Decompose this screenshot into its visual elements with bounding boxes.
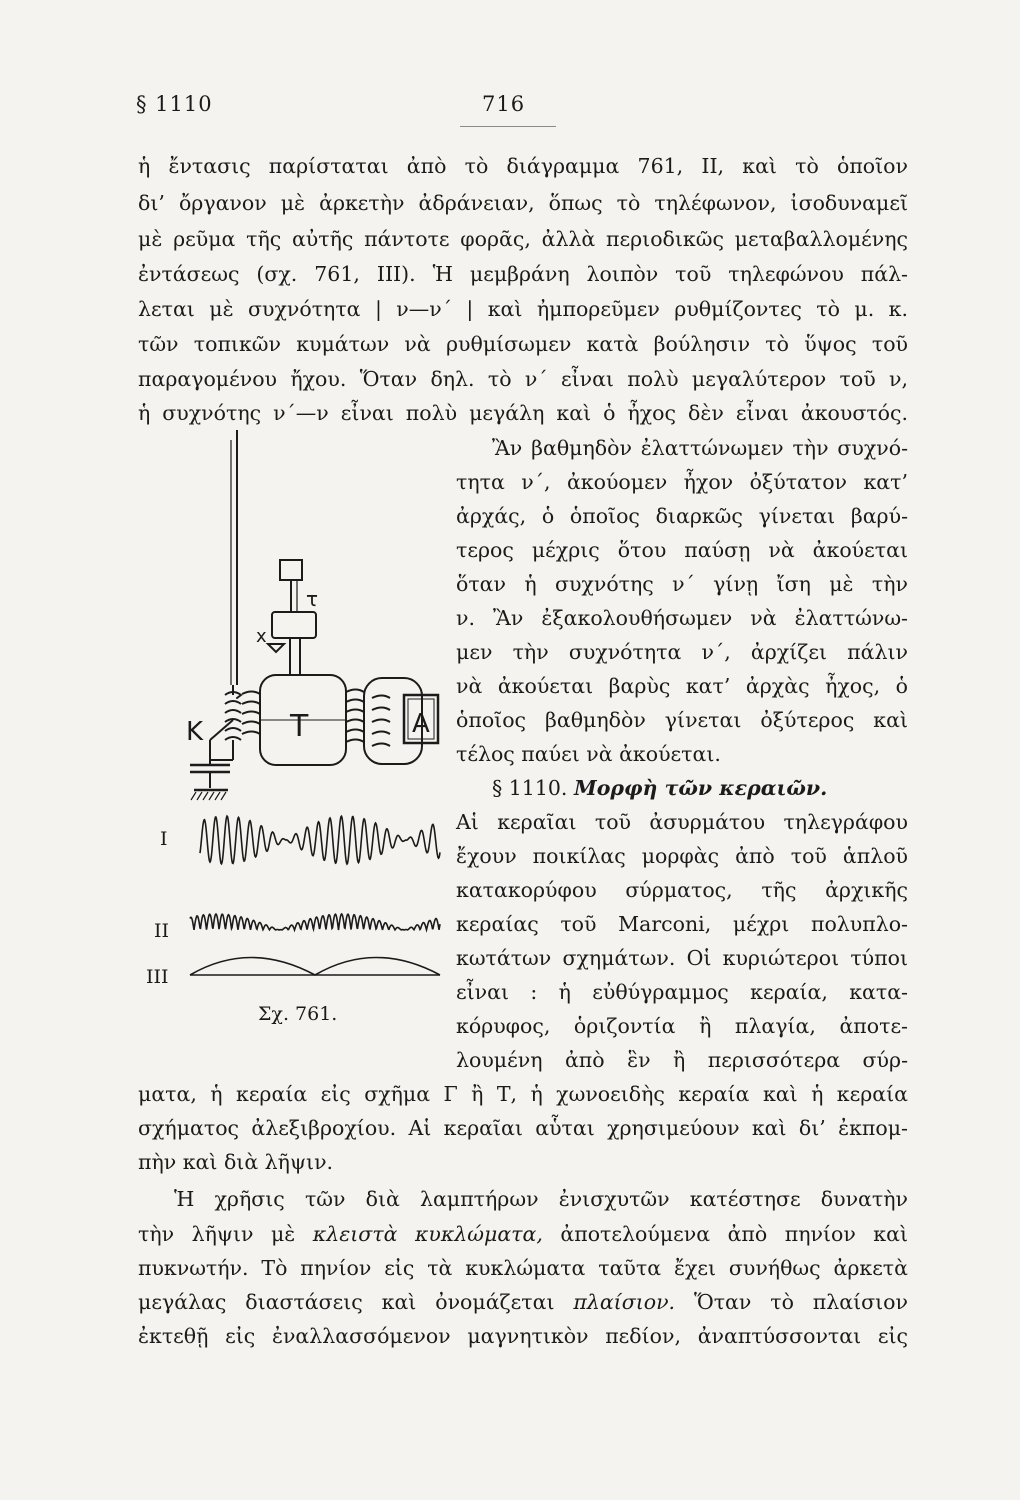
text-segment: τὴν λῆψιν μὲ xyxy=(138,1222,313,1246)
crystal-cup xyxy=(268,644,284,652)
ground-hatching xyxy=(191,792,226,800)
text-line: ἐντάσεως (σχ. 761, III). Ἡ μεμβράνη λοιπὸν τοῦ τηλεφώνου πάλ- xyxy=(138,262,908,286)
text-line: Αἱ κεραῖαι τοῦ ἀσυρμάτου τηλεγράφου xyxy=(456,810,908,834)
waveform-III xyxy=(190,958,440,976)
label-T: T xyxy=(290,709,309,744)
text-line: τέλος παύει νὰ ἀκούεται. xyxy=(456,742,721,766)
text-line: ὁποῖος βαθμηδὸν γίνεται ὀξύτερος καὶ xyxy=(456,708,908,732)
text-line: ματα, ἡ κεραία εἰς σχῆμα Γ ἢ Τ, ἡ χωνοειδὴς κεραία καὶ ἡ κεραία xyxy=(138,1082,908,1106)
graph-label-II: II xyxy=(154,920,170,942)
text-line: πὴν καὶ διὰ λῆψιν. xyxy=(138,1150,334,1174)
text-line: κεραίας τοῦ Marconi, μέχρι πολυπλο- xyxy=(456,912,908,936)
text-line xyxy=(138,1221,908,1247)
section-number: § 1110 xyxy=(136,92,213,116)
text-line: λεται μὲ συχνότητα | ν—ν΄ | καὶ ἠμπορεῦμεν ρυθμίζοντες τὸ μ. κ. xyxy=(138,297,908,321)
detector-body xyxy=(272,612,316,638)
text-line: κωτάτων σχημάτων. Οἱ κυριώτεροι τύποι xyxy=(456,946,908,970)
text-line: μὲ ρεῦμα τῆς αὐτῆς πάντοτε φορᾶς, ἀλλὰ περιοδικῶς μεταβαλλομένης xyxy=(138,227,908,251)
label-A: A xyxy=(412,709,430,739)
section-heading-title: Μορφὴ τῶν κεραιῶν. xyxy=(574,776,828,800)
text-line: νὰ ἀκούεται βαρὺς κατ’ ἀρχὰς ἦχος, ὁ xyxy=(456,674,908,698)
telephone-winding xyxy=(372,696,390,747)
text-line: ἡ συχνότης ν΄—ν εἶναι πολὺ μεγάλη καὶ ὁ ἦχος δὲν εἶναι ἀκουστός. xyxy=(138,401,908,425)
text-line: τερος μέχρις ὅτου παύσῃ νὰ ἀκούεται xyxy=(456,538,908,562)
text-line: ἡ ἔντασις παρίσταται ἀπὸ τὸ διάγραμμα 761, II, καὶ τὸ ὁποῖον xyxy=(138,154,908,178)
text-segment: Ὅταν τὸ πλαίσιον xyxy=(675,1290,908,1314)
secondary-coil xyxy=(346,690,364,743)
text-line: κόρυφος, ὁριζοντία ἢ πλαγία, ἀποτε- xyxy=(456,1014,908,1038)
text-segment: ἀποτελούμενα ἀπὸ πηνίον καὶ xyxy=(542,1222,909,1246)
figure-caption: Σχ. 761. xyxy=(258,1003,338,1025)
graph-label-III: III xyxy=(146,966,169,988)
italic-term: πλαίσιον. xyxy=(573,1290,676,1314)
detector-holder xyxy=(280,560,302,580)
text-line xyxy=(138,1289,908,1315)
label-x: x xyxy=(256,626,267,647)
graph-label-I: I xyxy=(160,828,168,850)
text-line: δι’ ὄργανον μὲ ἀρκετὴν ἀδράνειαν, ὅπως τὸ τηλέφωνον, ἰσοδυναμεῖ xyxy=(138,191,908,215)
header-rule xyxy=(460,126,556,127)
waveform-I xyxy=(200,816,440,864)
text-line: ν. Ἂν ἐξακολουθήσωμεν νὰ ἐλαττώνω- xyxy=(456,606,908,630)
text-line: ἔχουν ποικίλας μορφὰς ἀπὸ τοῦ ἁπλοῦ xyxy=(456,844,908,868)
waveform-II xyxy=(190,914,440,930)
text-line: πυκνωτήν. Τὸ πηνίον εἰς τὰ κυκλώματα ταῦτα ἔχει συνήθως ἀρκετὰ xyxy=(138,1256,908,1280)
page-number: 716 xyxy=(482,92,526,116)
text-line: τητα ν΄, ἀκούομεν ἦχον ὀξύτατον κατ’ xyxy=(456,470,908,494)
text-line: Ἂν βαθμηδὸν ἐλαττώνωμεν τὴν συχνό- xyxy=(492,436,908,460)
primary-coil xyxy=(242,692,260,735)
text-line: μεν τὴν συχνότητα ν΄, ἀρχίζει πάλιν xyxy=(456,640,908,664)
text-line: σχήματος ἀλεξιβροχίου. Αἱ κεραῖαι αὗται χρησιμεύουν καὶ δι’ ἐκπομ- xyxy=(138,1116,908,1140)
label-tau: τ xyxy=(306,587,319,611)
label-K: K xyxy=(186,717,204,747)
text-line: παραγομένου ἤχου. Ὅταν δηλ. τὸ ν΄ εἶναι πολὺ μεγαλύτερον τοῦ ν, xyxy=(138,367,908,391)
text-line: Ἡ χρῆσις τῶν διὰ λαμπτήρων ἐνισχυτῶν κατέστησε δυνατὴν xyxy=(174,1187,908,1211)
figure-761-circuit-diagram xyxy=(150,420,450,1000)
section-heading xyxy=(456,775,908,801)
text-line: λουμένη ἀπὸ ἓν ἢ περισσότερα σύρ- xyxy=(456,1048,908,1072)
text-line: ἀρχάς, ὁ ὁποῖος διαρκῶς γίνεται βαρύ- xyxy=(456,504,908,528)
text-line: κατακορύφου σύρματος, τῆς ἀρχικῆς xyxy=(456,878,908,902)
text-line: τῶν τοπικῶν κυμάτων νὰ ρυθμίσωμεν κατὰ βούλησιν τὸ ὕψος τοῦ xyxy=(138,332,908,356)
italic-term: κλειστὰ κυκλώματα, xyxy=(312,1222,543,1246)
text-line: ὅταν ἡ συχνότης ν΄ γίνῃ ἴση μὲ τὴν xyxy=(456,572,908,596)
antenna-coil xyxy=(225,692,241,740)
text-line: εἶναι : ἡ εὐθύγραμμος κεραία, κατα- xyxy=(456,980,908,1004)
text-line: ἐκτεθῇ εἰς ἐναλλασσόμενον μαγνητικὸν πεδίον, ἀναπτύσσονται εἰς xyxy=(138,1324,908,1348)
section-heading-number: § 1110. xyxy=(492,776,568,800)
text-segment: μεγάλας διαστάσεις καὶ ὀνομάζεται xyxy=(138,1290,574,1314)
